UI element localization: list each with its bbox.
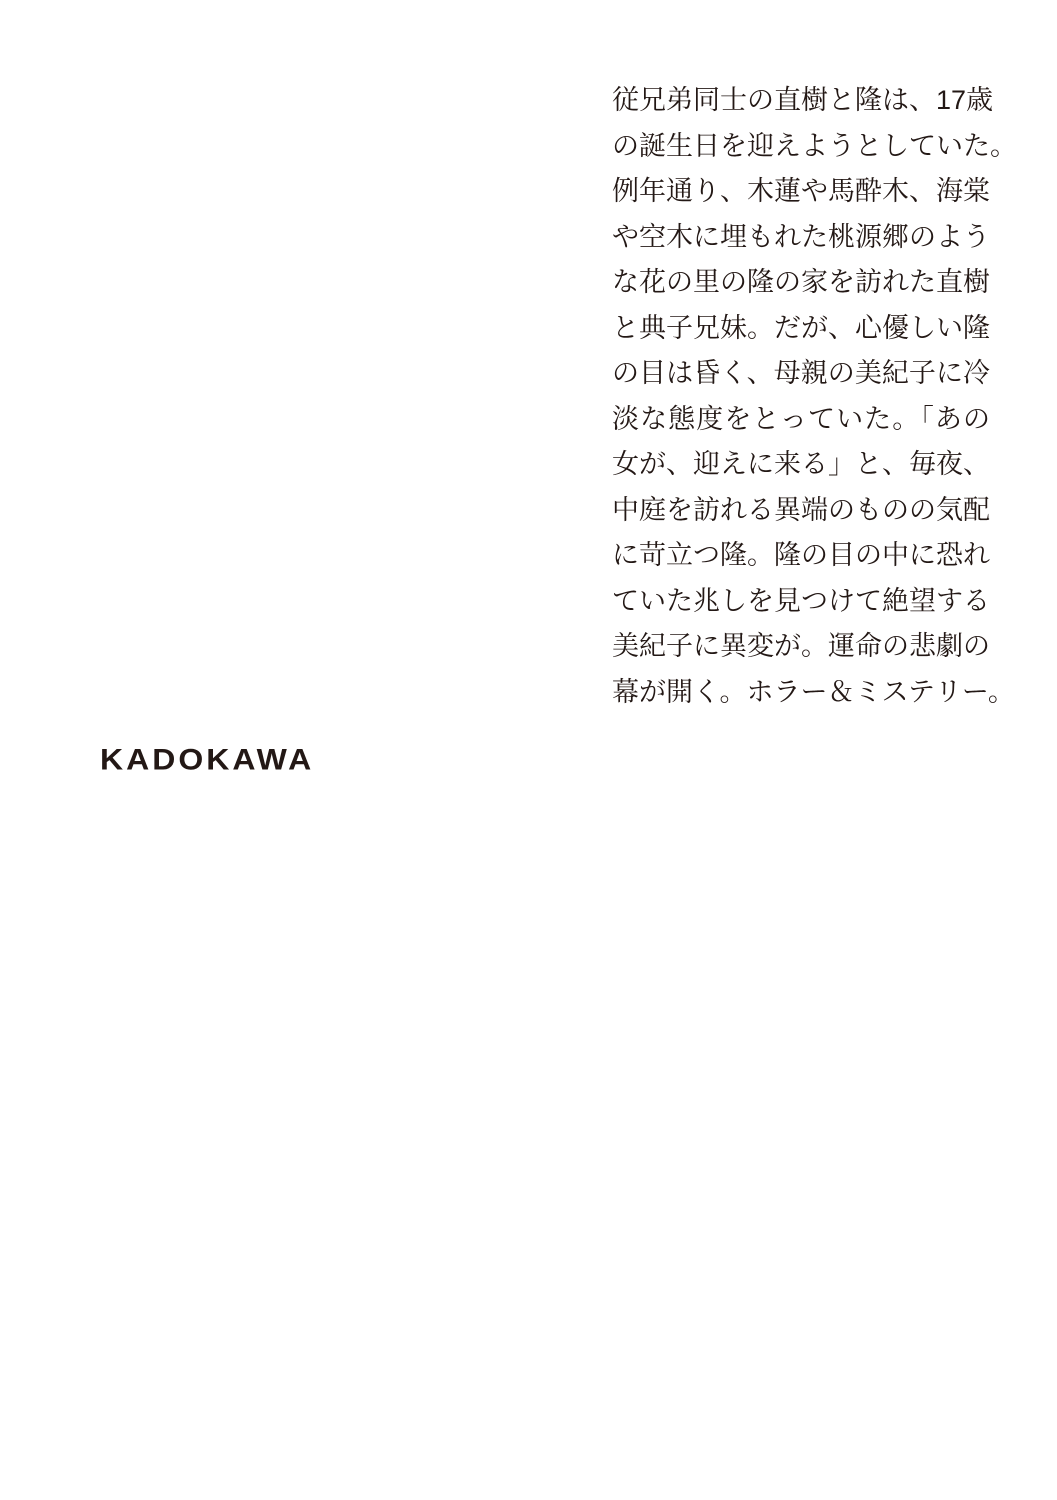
synopsis-line: 淡な態度をとっていた。「あの bbox=[612, 403, 990, 434]
synopsis-line: な花の里の隆の家を訪れた直樹 bbox=[612, 267, 990, 297]
synopsis-line: 美紀子に異変が。運命の悲劇の bbox=[612, 631, 990, 661]
synopsis-line: や空木に埋もれた桃源郷のよう bbox=[612, 221, 990, 252]
synopsis-line: 例年通り、木蓮や馬酔木、海棠 bbox=[612, 176, 990, 206]
synopsis-line: ていた兆しを見つけて絶望する bbox=[612, 585, 990, 616]
synopsis-text bbox=[612, 78, 1017, 715]
synopsis-line: の目は昏く、母親の美紀子に冷 bbox=[612, 358, 990, 388]
synopsis-line: 中庭を訪れる異端のものの気配 bbox=[612, 494, 990, 525]
synopsis-line: と典子兄妹。だが、心優しい隆 bbox=[612, 312, 990, 343]
synopsis-line: 女が、迎えに来る」と、毎夜、 bbox=[612, 449, 990, 479]
synopsis-line: 幕が開く。ホラー＆ミステリー。 bbox=[612, 676, 1015, 707]
synopsis-line: 従兄弟同士の直樹と隆は、17歳 bbox=[612, 85, 994, 115]
kadokawa-logo: KADOKAWA bbox=[100, 743, 315, 777]
synopsis-line: に苛立つ隆。隆の目の中に恐れ bbox=[612, 540, 990, 570]
synopsis-line: の誕生日を迎えようとしていた。 bbox=[612, 130, 1017, 161]
